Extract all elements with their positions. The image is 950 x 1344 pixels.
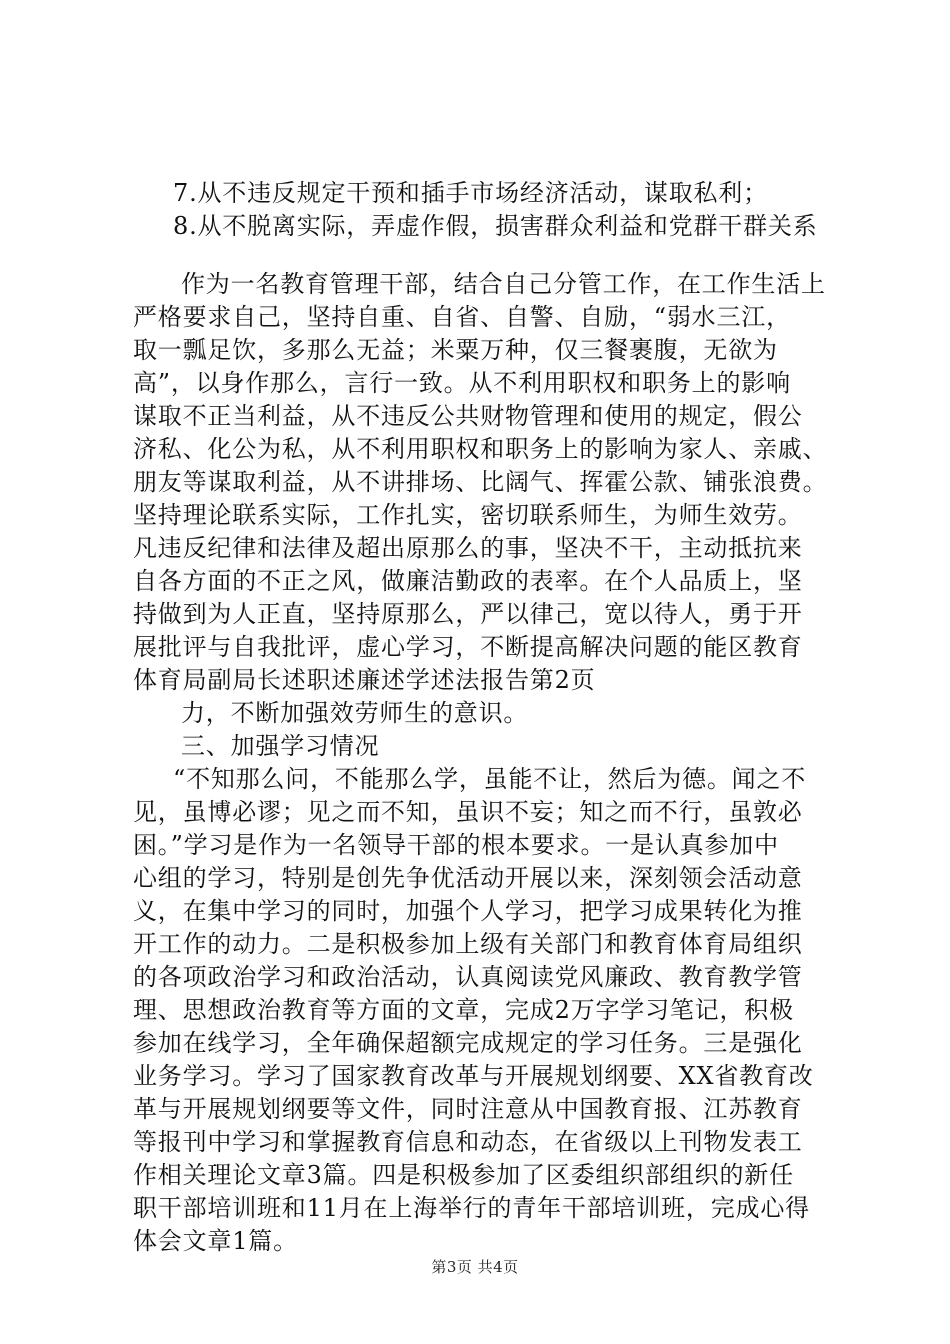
text-line: 7.从不违反规定干预和插手市场经济活动，谋取私利；: [173, 179, 768, 207]
text-line: 等报刊中学习和掌握教育信息和动态，在省级以上刊物发表工: [133, 1128, 803, 1156]
text-line: 8.从不脱离实际，弄虚作假，损害群众利益和党群干群关系: [173, 212, 818, 240]
text-line: 理、思想政治教育等方面的文章，完成2万字学习笔记，积极: [133, 996, 794, 1024]
text-line: 心组的学习，特别是创先争优活动开展以来，深刻领会活动意: [133, 864, 803, 892]
text-line: 坚持理论联系实际，工作扎实，密切联系师生，为师生效劳。: [133, 501, 803, 529]
text-line: 作相关理论文章3篇。四是积极参加了区委组织部组织的新任: [133, 1161, 794, 1189]
text-line: 严格要求自己，坚持自重、自省、自警、自励，“弱水三江，: [133, 303, 791, 331]
text-line: 高”，以身作那么，言行一致。从不利用职权和职务上的影响: [133, 369, 791, 397]
text-line: 力，不断加强效劳师生的意识。: [181, 699, 529, 727]
page-footer: 第3页 共4页: [431, 1258, 519, 1276]
text-line: 困。”学习是作为一名领导干部的根本要求。一是认真参加中: [133, 831, 779, 859]
text-line: 谋取不正当利益，从不违反公共财物管理和使用的规定，假公: [133, 402, 803, 430]
text-line: 义，在集中学习的同时，加强个人学习，把学习成果转化为推: [133, 897, 803, 925]
text-line: 见，虽博必谬；见之而不知，虽识不妄；知之而不行，虽敦必: [133, 798, 803, 826]
text-line: 自各方面的不正之风，做廉洁勤政的表率。在个人品质上，坚: [133, 567, 803, 595]
text-line: 业务学习。学习了国家教育改革与开展规划纲要、XX省教育改: [133, 1062, 814, 1090]
text-line: 参加在线学习，全年确保超额完成规定的学习任务。三是强化: [133, 1029, 803, 1057]
text-line: 济私、化公为私，从不利用职权和职务上的影响为家人、亲戚、: [133, 435, 828, 463]
text-line: 的各项政治学习和政治活动，认真阅读党风廉政、教育教学管: [133, 963, 803, 991]
text-line: 作为一名教育管理干部，结合自己分管工作，在工作生活上: [181, 270, 826, 298]
text-line: 职干部培训班和11月在上海举行的青年干部培训班，完成心得: [133, 1194, 810, 1222]
section-heading: 三、加强学习情况: [181, 732, 380, 760]
text-line: 持做到为人正直，坚持原那么，严以律己，宽以待人，勇于开: [133, 600, 803, 628]
text-line: 革与开展规划纲要等文件，同时注意从中国教育报、江苏教育: [133, 1095, 803, 1123]
text-line: 凡违反纪律和法律及超出原那么的事，坚决不干，主动抵抗来: [133, 534, 803, 562]
text-line: 朋友等谋取利益，从不讲排场、比阔气、挥霍公款、铺张浪费。: [133, 468, 828, 496]
text-line: “不知那么问，不能那么学，虽能不让，然后为德。闻之不: [173, 765, 807, 793]
text-line: 开工作的动力。二是积极参加上级有关部门和教育体育局组织: [133, 930, 803, 958]
text-line: 体育局副局长述职述廉述学述法报告第2页: [133, 666, 596, 694]
text-line: 展批评与自我批评，虚心学习，不断提高解决问题的能区教育: [133, 633, 803, 661]
text-line: 取一瓢足饮，多那么无益；米粟万种，仅三餐裹腹，无欲为: [133, 336, 778, 364]
text-line: 体会文章1篇。: [133, 1227, 298, 1255]
